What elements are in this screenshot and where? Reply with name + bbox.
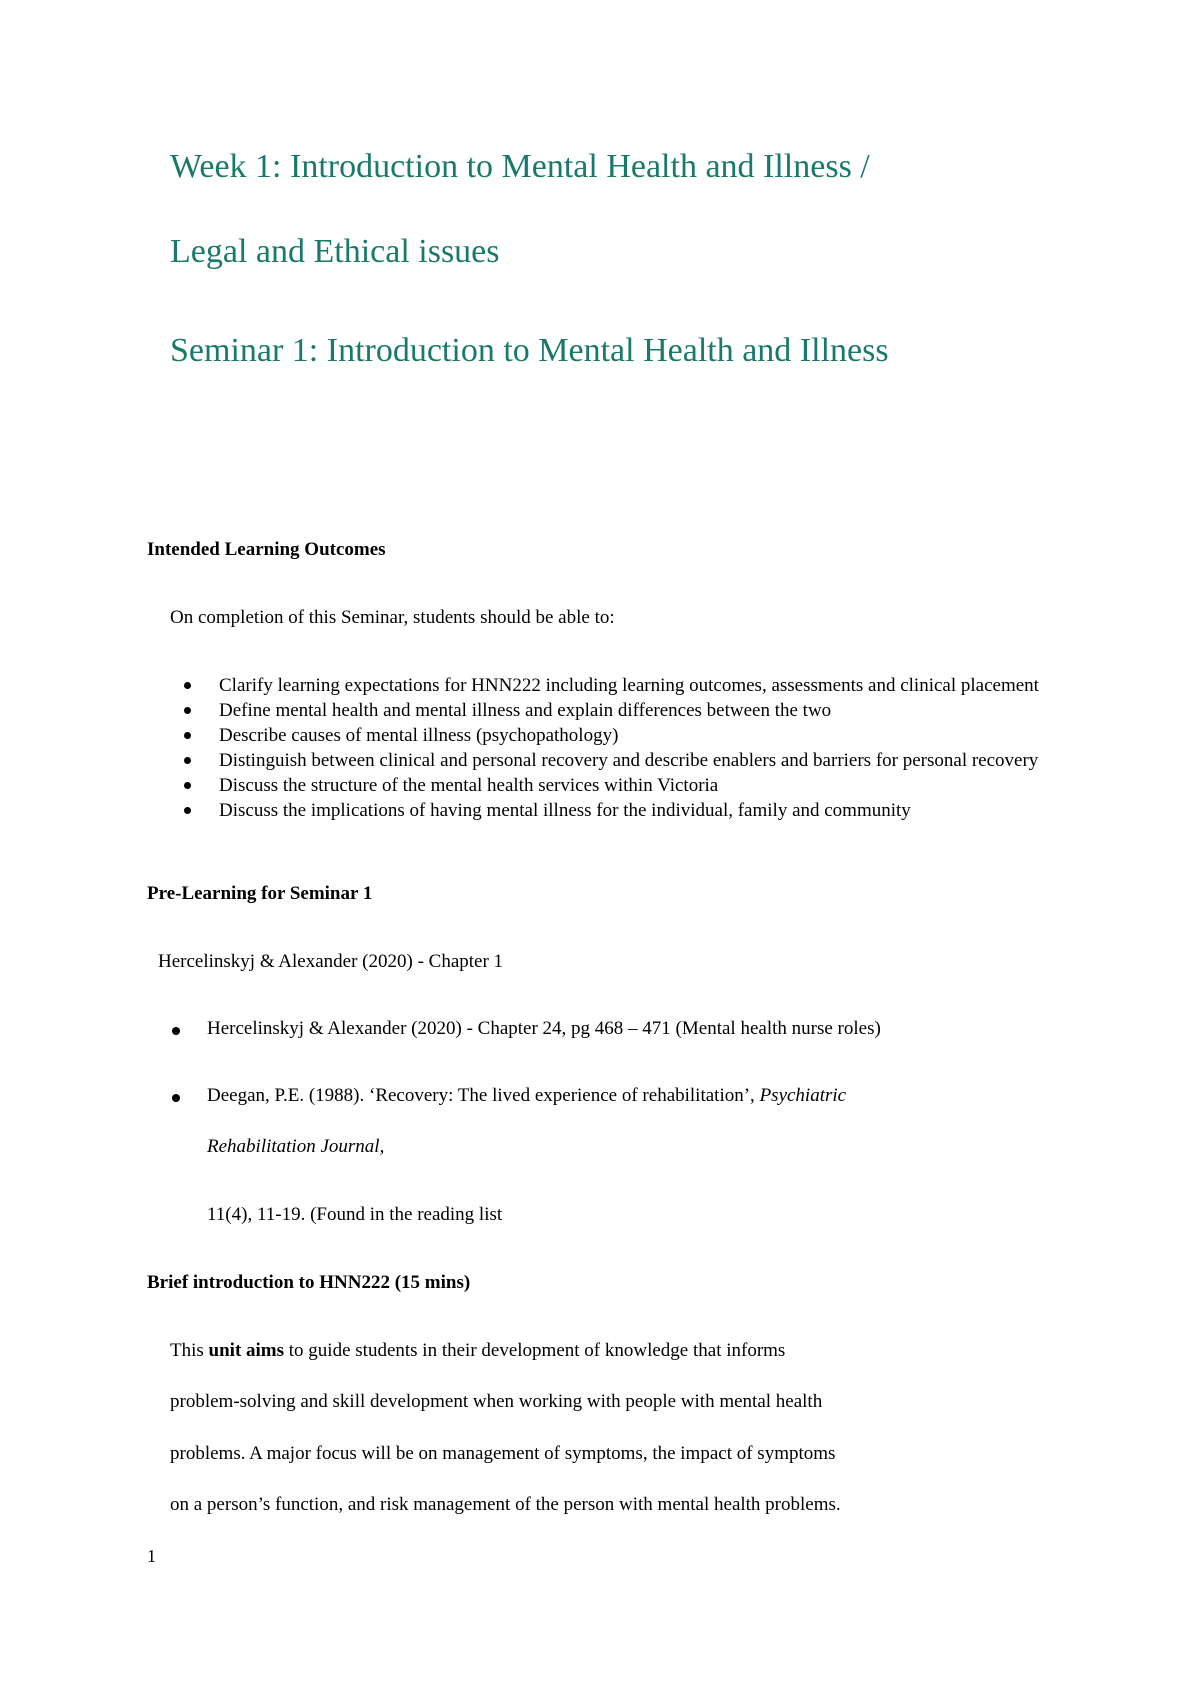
bullet-icon	[172, 1027, 180, 1035]
seminar-heading: Seminar 1: Introduction to Mental Health and Illness	[170, 332, 889, 369]
intro-line-2: problem-solving and skill development when working with people with mental health	[170, 1391, 823, 1412]
bullet-icon	[184, 682, 191, 689]
bullet-icon	[172, 1094, 180, 1102]
week-heading-line2: Legal and Ethical issues	[170, 233, 500, 270]
bullet-icon	[184, 707, 191, 714]
bullet-icon	[184, 757, 191, 764]
intro-line-3: problems. A major focus will be on management of symptoms, the impact of symptoms	[170, 1443, 836, 1464]
list-item: Distinguish between clinical and personal recovery and describe enablers and barriers for personal recovery	[219, 748, 1039, 773]
pre-learning-chapter1: Hercelinskyj & Alexander (2020) - Chapter 1	[158, 951, 504, 972]
pre-learning-chapter24: Hercelinskyj & Alexander (2020) - Chapter 24, pg 468 – 471 (Mental health nurse roles)	[207, 1018, 881, 1039]
pre-learning-title: Pre-Learning for Seminar 1	[147, 883, 373, 904]
pre-learning-deegan-end: 11(4), 11-19. (Found in the reading list	[207, 1204, 503, 1225]
learning-outcomes-title: Intended Learning Outcomes	[147, 539, 386, 560]
pre-learning-deegan: Deegan, P.E. (1988). ‘Recovery: The lived experience of rehabilitation’, Psychiatric	[207, 1085, 847, 1106]
list-item: Describe causes of mental illness (psychopathology)	[219, 723, 1039, 748]
bullet-icon	[184, 782, 191, 789]
pre-learning-deegan-journal: Rehabilitation Journal,	[207, 1136, 385, 1157]
intro-line-4: on a person’s function, and risk management of the person with mental health problems.	[170, 1494, 841, 1515]
learning-outcomes-list	[219, 673, 1039, 823]
week-heading-line1: Week 1: Introduction to Mental Health and Illness /	[170, 148, 870, 185]
learning-outcomes-intro: On completion of this Seminar, students should be able to:	[170, 607, 615, 628]
bullet-icon	[184, 732, 191, 739]
bullet-icon	[184, 807, 191, 814]
list-item: Clarify learning expectations for HNN222 including learning outcomes, assessments and clinical placement	[219, 673, 1039, 698]
intro-section-title: Brief introduction to HNN222 (15 mins)	[147, 1272, 471, 1293]
intro-line-1: This unit aims to guide students in their development of knowledge that informs	[170, 1340, 786, 1361]
list-item: Discuss the structure of the mental health services within Victoria	[219, 773, 1039, 798]
page-number: 1	[147, 1546, 156, 1566]
list-item: Define mental health and mental illness and explain differences between the two	[219, 698, 1039, 723]
list-item: Discuss the implications of having mental illness for the individual, family and community	[219, 798, 1039, 823]
